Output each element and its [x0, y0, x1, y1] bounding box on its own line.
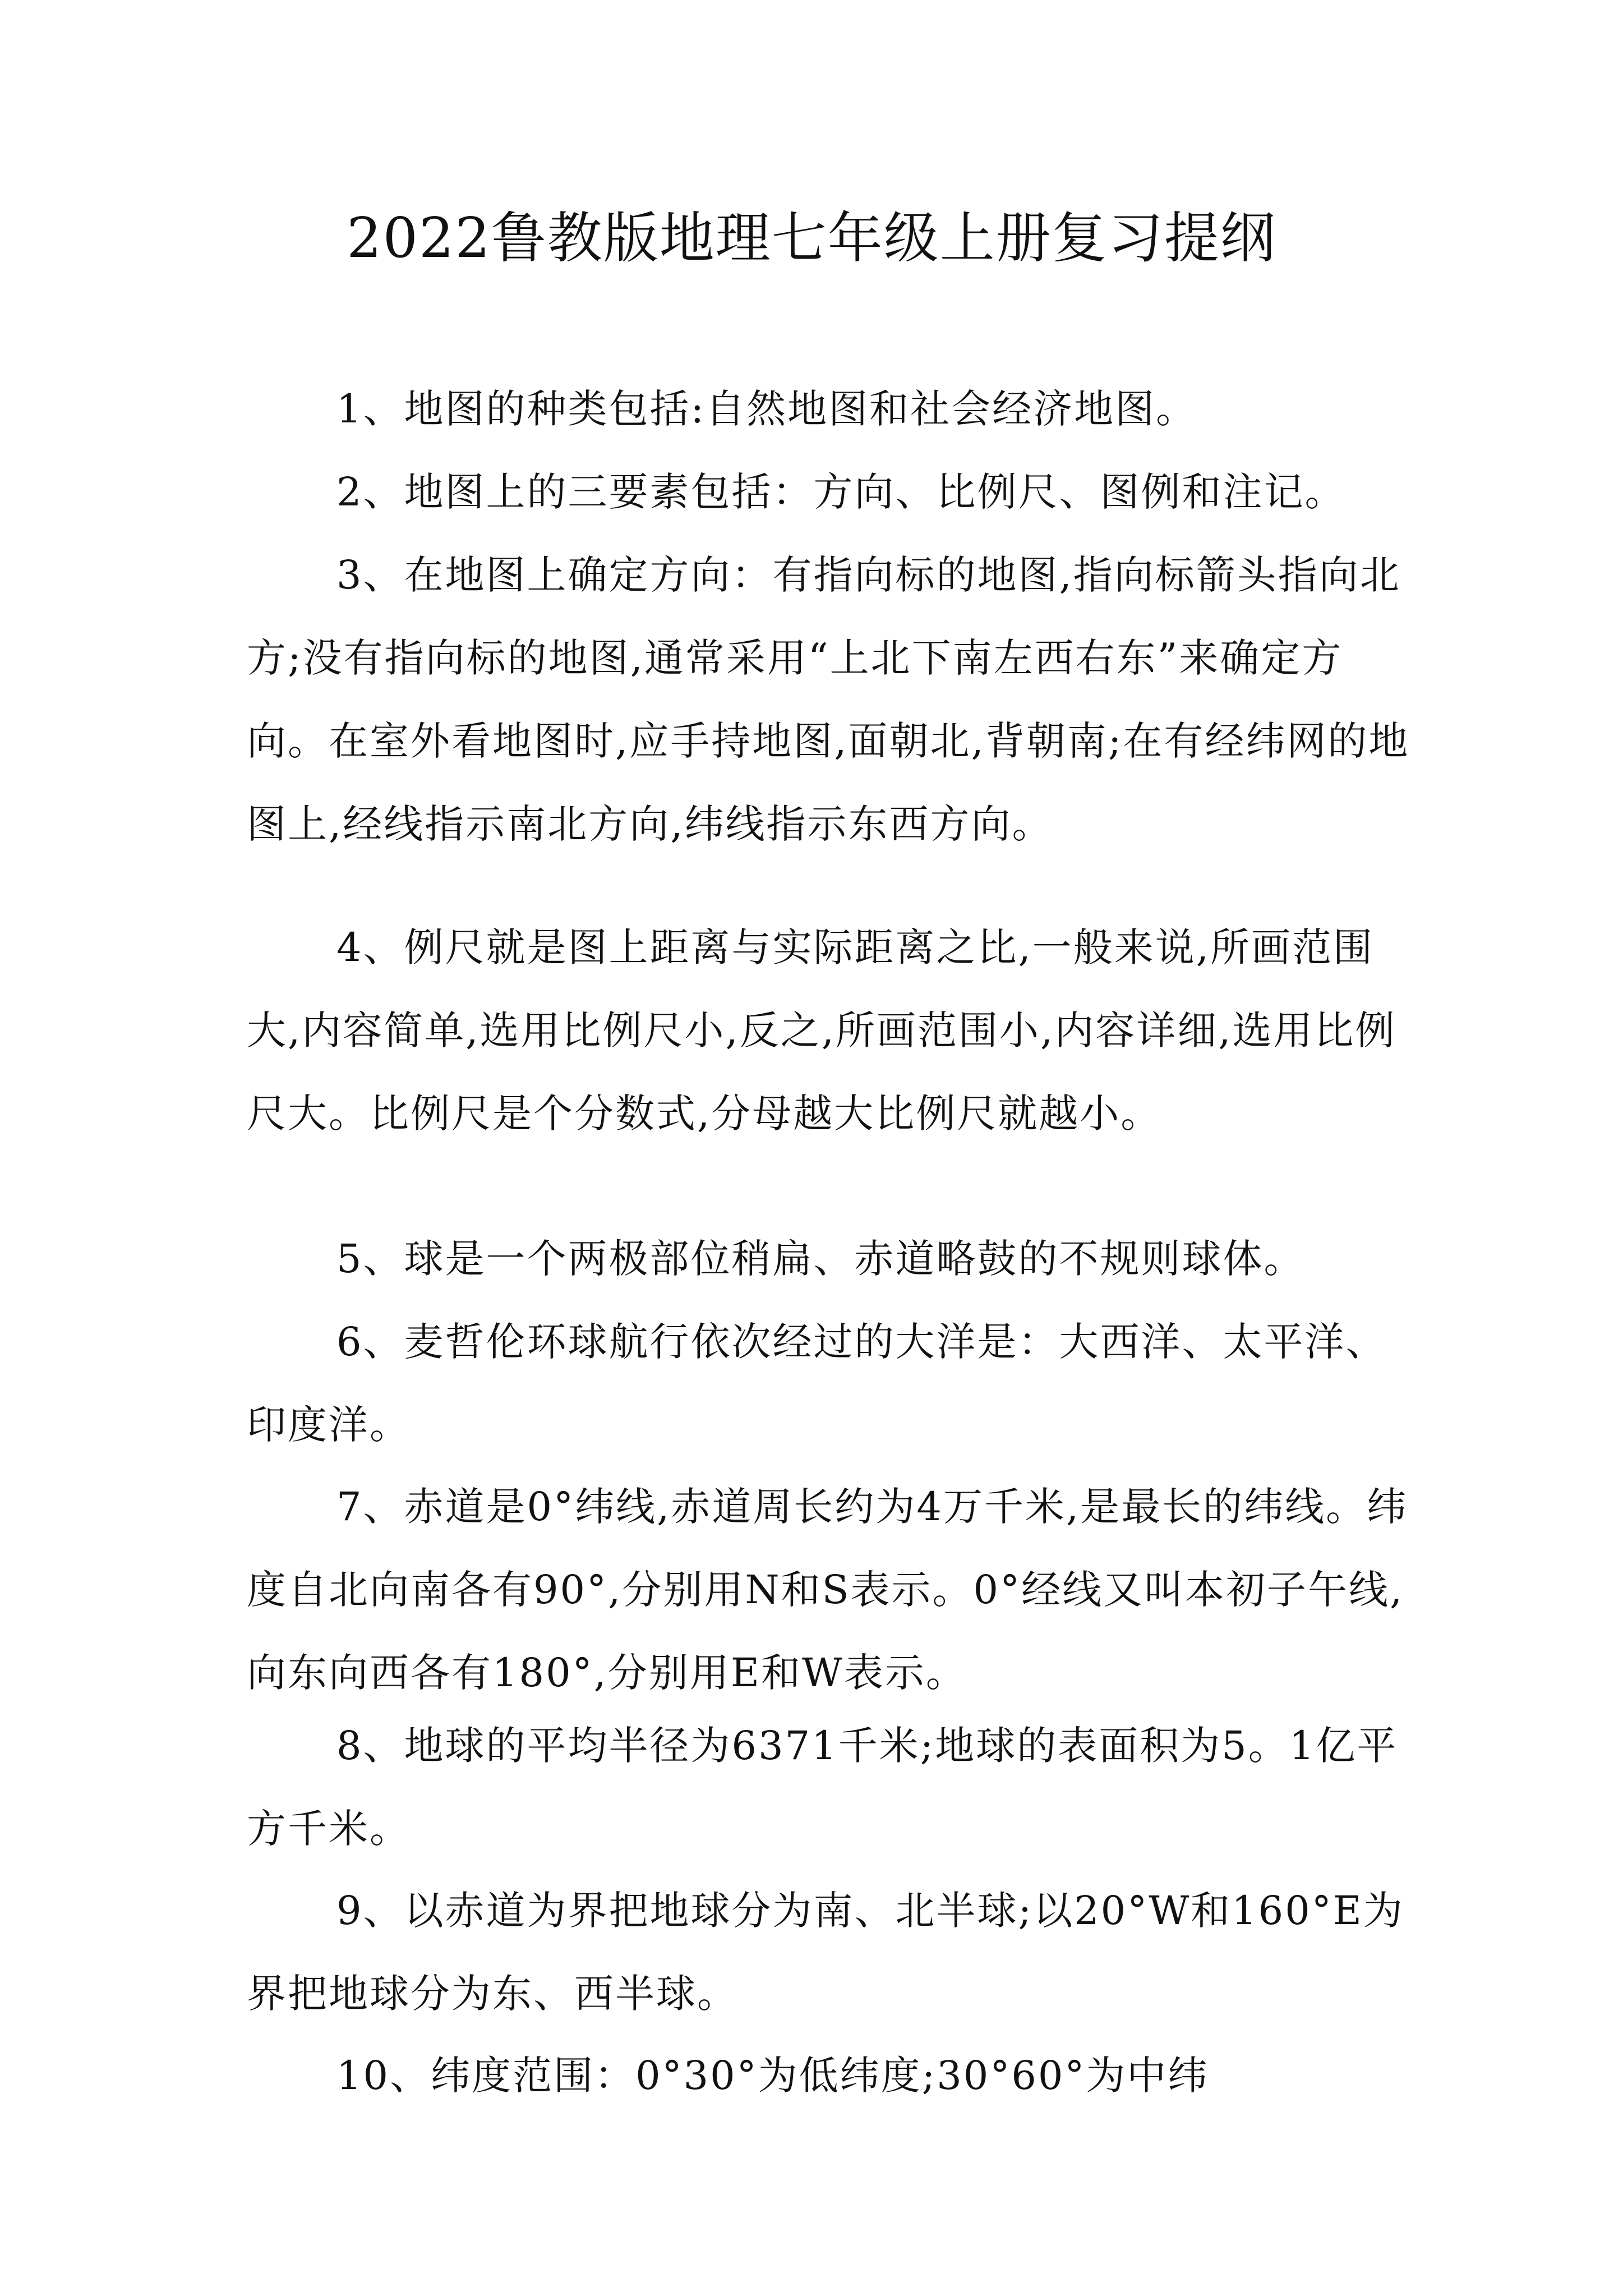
paragraph-8: 8、地球的平均半径为6371千米;地球的表面积为5。1亿平方千米。: [247, 1723, 1398, 1852]
paragraph-1: 1、地图的种类包括:自然地图和社会经济地图。: [336, 386, 1197, 432]
paragraph-4: 4、例尺就是图上距离与实际距离之比,一般来说,所画范围大,内容简单,选用比例尺小,反之,所画范围小,内容详细,选用比例尺大。比例尺是个分数式,分母越大比例尺就越小。: [247, 924, 1396, 1137]
paragraph-2: 2、地图上的三要素包括：方向、比例尺、图例和注记。: [336, 469, 1346, 515]
paragraph-9: 9、以赤道为界把地球分为南、北半球;以20°W和160°E为界把地球分为东、西半球。: [247, 1888, 1404, 2017]
paragraph-5: 5、球是一个两极部位稍扁、赤道略鼓的不规则球体。: [336, 1236, 1305, 1282]
paragraph-6: 6、麦哲伦环球航行依次经过的大洋是：大西洋、太平洋、印度洋。: [247, 1319, 1387, 1448]
paragraph-7: 7、赤道是0°纬线,赤道周长约为4万千米,是最长的纬线。纬度自北向南各有90°,分别用N和S表示。0°经线又叫本初子午线,向东向西各有180°,分别用E和W表示。: [247, 1484, 1408, 1696]
paragraph-3: 3、在地图上确定方向：有指向标的地图,指向标箭头指向北方;没有指向标的地图,通常采用“上北下南左西右东”来确定方向。在室外看地图时,应手持地图,面朝北,背朝南;在有经纬网的地图上,经线指示南北方向,纬线指示东西方向。: [247, 552, 1410, 847]
paragraph-10: 10、纬度范围：0°30°为低纬度;30°60°为中纬: [336, 2053, 1209, 2099]
document-title: 2022鲁教版地理七年级上册复习提纲: [347, 206, 1276, 270]
